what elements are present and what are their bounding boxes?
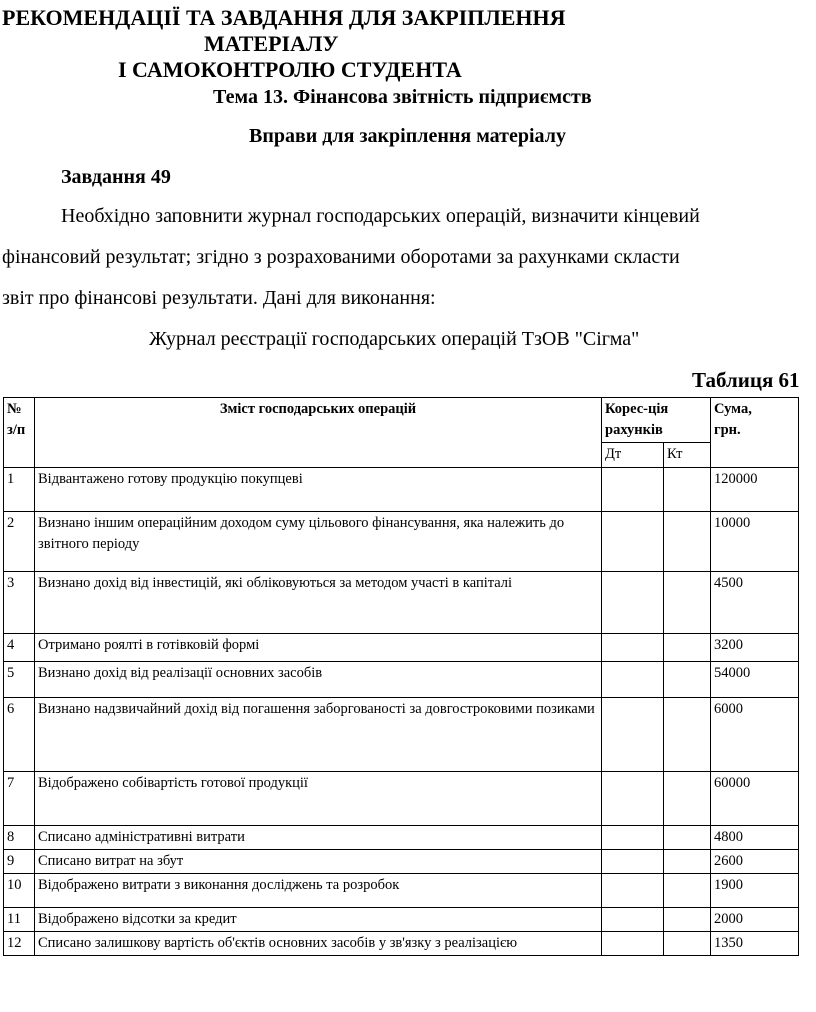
table-row	[4, 908, 799, 932]
task-label: Завдання 49	[61, 166, 171, 188]
row-number: 11	[4, 908, 35, 932]
row-number: 7	[4, 772, 35, 826]
row-credit-account	[664, 634, 711, 662]
header-debit: Дт	[602, 443, 664, 468]
row-operation-content: Відображено відсотки за кредит	[35, 908, 602, 932]
row-debit-account	[602, 572, 664, 634]
row-credit-account	[664, 826, 711, 850]
row-debit-account	[602, 634, 664, 662]
task-text-line3: звіт про фінансові результати. Дані для виконання:	[2, 287, 436, 309]
row-number: 9	[4, 850, 35, 874]
row-sum: 4500	[711, 572, 799, 634]
operations-journal-table	[3, 397, 799, 956]
row-number: 5	[4, 662, 35, 698]
row-operation-content: Списано витрат на збут	[35, 850, 602, 874]
row-operation-content: Списано залишкову вартість об'єктів основних засобів у зв'язку з реалізацією	[35, 932, 602, 956]
header-credit: Кт	[664, 443, 711, 468]
row-credit-account	[664, 772, 711, 826]
row-number: 12	[4, 932, 35, 956]
header-sum-line2: грн.	[714, 422, 741, 438]
row-debit-account	[602, 850, 664, 874]
row-operation-content: Списано адміністративні витрати	[35, 826, 602, 850]
row-operation-content: Отримано роялті в готівковій формі	[35, 634, 602, 662]
header-content: Зміст господарських операцій	[35, 398, 602, 468]
row-debit-account	[602, 662, 664, 698]
table-number: Таблиця 61	[692, 368, 800, 392]
row-credit-account	[664, 572, 711, 634]
page-title-line1: РЕКОМЕНДАЦІЇ ТА ЗАВДАННЯ ДЛЯ ЗАКРІПЛЕННЯ	[2, 5, 566, 30]
header-correspondence	[602, 398, 711, 443]
row-number: 6	[4, 698, 35, 772]
row-credit-account	[664, 468, 711, 512]
row-debit-account	[602, 932, 664, 956]
header-number-line1: №	[7, 401, 22, 417]
task-text-line2: фінансовий результат; згідно з розрахованими оборотами за рахунками скласти	[2, 246, 680, 268]
row-credit-account	[664, 662, 711, 698]
row-sum: 1350	[711, 932, 799, 956]
row-debit-account	[602, 826, 664, 850]
topic-heading: Тема 13. Фінансова звітність підприємств	[213, 86, 592, 108]
row-sum: 54000	[711, 662, 799, 698]
row-sum: 2000	[711, 908, 799, 932]
row-sum: 6000	[711, 698, 799, 772]
row-debit-account	[602, 698, 664, 772]
header-number-line2: з/п	[7, 422, 26, 438]
table-row	[4, 850, 799, 874]
row-debit-account	[602, 874, 664, 908]
row-operation-content: Відображено собівартість готової продукції	[35, 772, 602, 826]
row-sum: 2600	[711, 850, 799, 874]
row-number: 2	[4, 512, 35, 572]
page-title-line2: МАТЕРІАЛУ	[204, 31, 339, 56]
header-sum	[711, 398, 799, 468]
row-operation-content: Визнано надзвичайний дохід від погашення заборгованості за довгостроковими позиками	[35, 698, 602, 772]
task-text-line1: Необхідно заповнити журнал господарських операцій, визначити кінцевий	[61, 205, 700, 227]
page-title-line3: І САМОКОНТРОЛЮ СТУДЕНТА	[118, 57, 462, 82]
row-credit-account	[664, 932, 711, 956]
row-number: 4	[4, 634, 35, 662]
table-row	[4, 874, 799, 908]
table-row	[4, 512, 799, 572]
row-credit-account	[664, 698, 711, 772]
row-sum: 4800	[711, 826, 799, 850]
row-operation-content: Відображено витрати з виконання досліджень та розробок	[35, 874, 602, 908]
table-row	[4, 662, 799, 698]
row-sum: 1900	[711, 874, 799, 908]
row-debit-account	[602, 908, 664, 932]
journal-body	[4, 468, 799, 956]
header-correspondence-line1: Корес-ція	[605, 401, 669, 417]
row-sum: 10000	[711, 512, 799, 572]
row-sum: 60000	[711, 772, 799, 826]
table-row	[4, 698, 799, 772]
table-row	[4, 634, 799, 662]
row-debit-account	[602, 512, 664, 572]
header-number	[4, 398, 35, 468]
row-number: 8	[4, 826, 35, 850]
header-sum-line1: Сума,	[714, 401, 752, 417]
table-row	[4, 932, 799, 956]
row-credit-account	[664, 874, 711, 908]
row-number: 10	[4, 874, 35, 908]
row-operation-content: Відвантажено готову продукцію покупцеві	[35, 468, 602, 512]
row-sum: 120000	[711, 468, 799, 512]
row-number: 3	[4, 572, 35, 634]
row-operation-content: Визнано дохід від реалізації основних засобів	[35, 662, 602, 698]
exercises-heading: Вправи для закріплення матеріалу	[249, 125, 566, 147]
table-caption: Журнал реєстрації господарських операцій ТзОВ "Сігма"	[149, 328, 640, 350]
row-credit-account	[664, 908, 711, 932]
table-row	[4, 772, 799, 826]
row-debit-account	[602, 772, 664, 826]
row-debit-account	[602, 468, 664, 512]
header-correspondence-line2: рахунків	[605, 422, 663, 438]
row-sum: 3200	[711, 634, 799, 662]
table-row	[4, 826, 799, 850]
row-number: 1	[4, 468, 35, 512]
row-credit-account	[664, 850, 711, 874]
table-row	[4, 572, 799, 634]
table-row	[4, 468, 799, 512]
row-credit-account	[664, 512, 711, 572]
row-operation-content: Визнано дохід від інвестицій, які обліковуються за методом участі в капіталі	[35, 572, 602, 634]
row-operation-content: Визнано іншим операційним доходом суму цільового фінансування, яка належить до звітного періоду	[35, 512, 602, 572]
